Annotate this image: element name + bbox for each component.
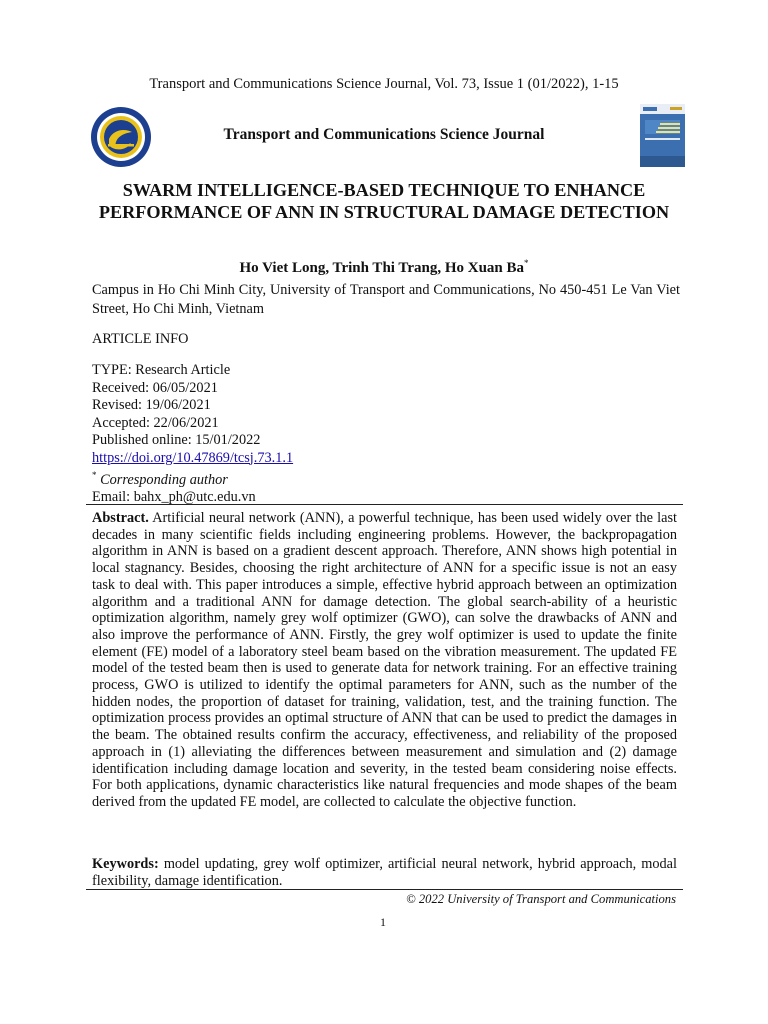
- divider-top: [86, 504, 683, 505]
- revised-date: Revised: 19/06/2021: [92, 397, 211, 413]
- keywords: [92, 856, 677, 890]
- doi-link[interactable]: https://doi.org/10.47869/tcsj.73.1.1: [92, 449, 294, 466]
- copyright-notice: © 2022 University of Transport and Communications: [406, 892, 676, 906]
- article-type: TYPE: Research Article: [92, 362, 231, 378]
- published-date: Published online: 15/01/2022: [92, 432, 261, 448]
- page-number: 1: [380, 915, 386, 929]
- author-list: [0, 258, 768, 277]
- received-date: Received: 06/05/2021: [92, 379, 218, 396]
- affiliation: Campus in Ho Chi Minh City, University of Transport and Communications, No 450-451 Le Van Viet Street, Ho Chi Minh, Vietnam: [92, 282, 680, 317]
- abstract-label: Abstract.: [92, 510, 149, 526]
- keywords-label: Keywords:: [92, 856, 159, 872]
- running-head: Transport and Communications Science Journal, Vol. 73, Issue 1 (01/2022), 1-15: [149, 76, 619, 92]
- accepted-date: Accepted: 22/06/2021: [92, 414, 219, 431]
- masthead: [88, 104, 680, 170]
- author-email: Email: bahx_ph@utc.edu.vn: [92, 489, 256, 506]
- corresponding-author-label: Corresponding author: [100, 471, 228, 488]
- journal-cover-thumbnail: [640, 104, 685, 167]
- author-names: Ho Viet Long, Trinh Thi Trang, Ho Xuan Ba: [239, 260, 525, 276]
- paper-title: SWARM INTELLIGENCE-BASED TECHNIQUE TO ENHANCE PERFORMANCE OF ANN IN STRUCTURAL DAMAGE DETECTION: [98, 180, 670, 222]
- article-info-block: [92, 362, 293, 507]
- journal-name: Transport and Communications Science Journal: [223, 126, 545, 143]
- divider-bottom: [86, 889, 683, 890]
- abstract-text: Artificial neural network (ANN), a powerful technique, has been used widely over the last decades in many scientific fields including engineering problems. However, the backpropagation algorithm in ANN is based on a gradient descent approach. Therefore, ANN shows high potential in local stagnancy. Besides, choosing the right architecture of ANN for a specific issue is not an easy task to deal with. This paper introduces a simple, effective hybrid approach between an optimization algorithm and a traditional ANN for damage detection. The global search-ability of a heuristic optimization algorithm, namely grey wolf optimizer (GWO), can solve the drawbacks of ANN and also improve the performance of ANN. Firstly, the grey wolf optimizer is used to update the finite element (FE) model of a laboratory steel beam based on the vibration measurement. The updated FE model of the tested beam then is used to generate data for network training. For an effective training process, GWO is utilized to identify the optimal parameters for ANN, such as the number of the hidden nodes, the proportion of dataset for training, validation, test, and the training function. The optimization process provides an optimal structure of ANN that can be used to predict the damages in the beam. The obtained results confirm the accuracy, effectiveness, and reliability of the proposed approach in (1) alleviating the differences between measurement and simulation and (2) damage identification including damage location and severity, in the tested beam considering noise effects. For both applications, dynamic characteristics like natural frequencies and mode shapes of the beam derived from the updated FE model, are collected to calculate the objective function.: [92, 510, 677, 810]
- corresponding-mark-note: *: [92, 470, 97, 480]
- keywords-text: model updating, grey wolf optimizer, artificial neural network, hybrid approach, modal flexibility, damage identification.: [92, 856, 677, 889]
- abstract: [92, 510, 677, 811]
- corresponding-mark: *: [524, 258, 529, 268]
- article-info-heading: ARTICLE INFO: [92, 331, 189, 347]
